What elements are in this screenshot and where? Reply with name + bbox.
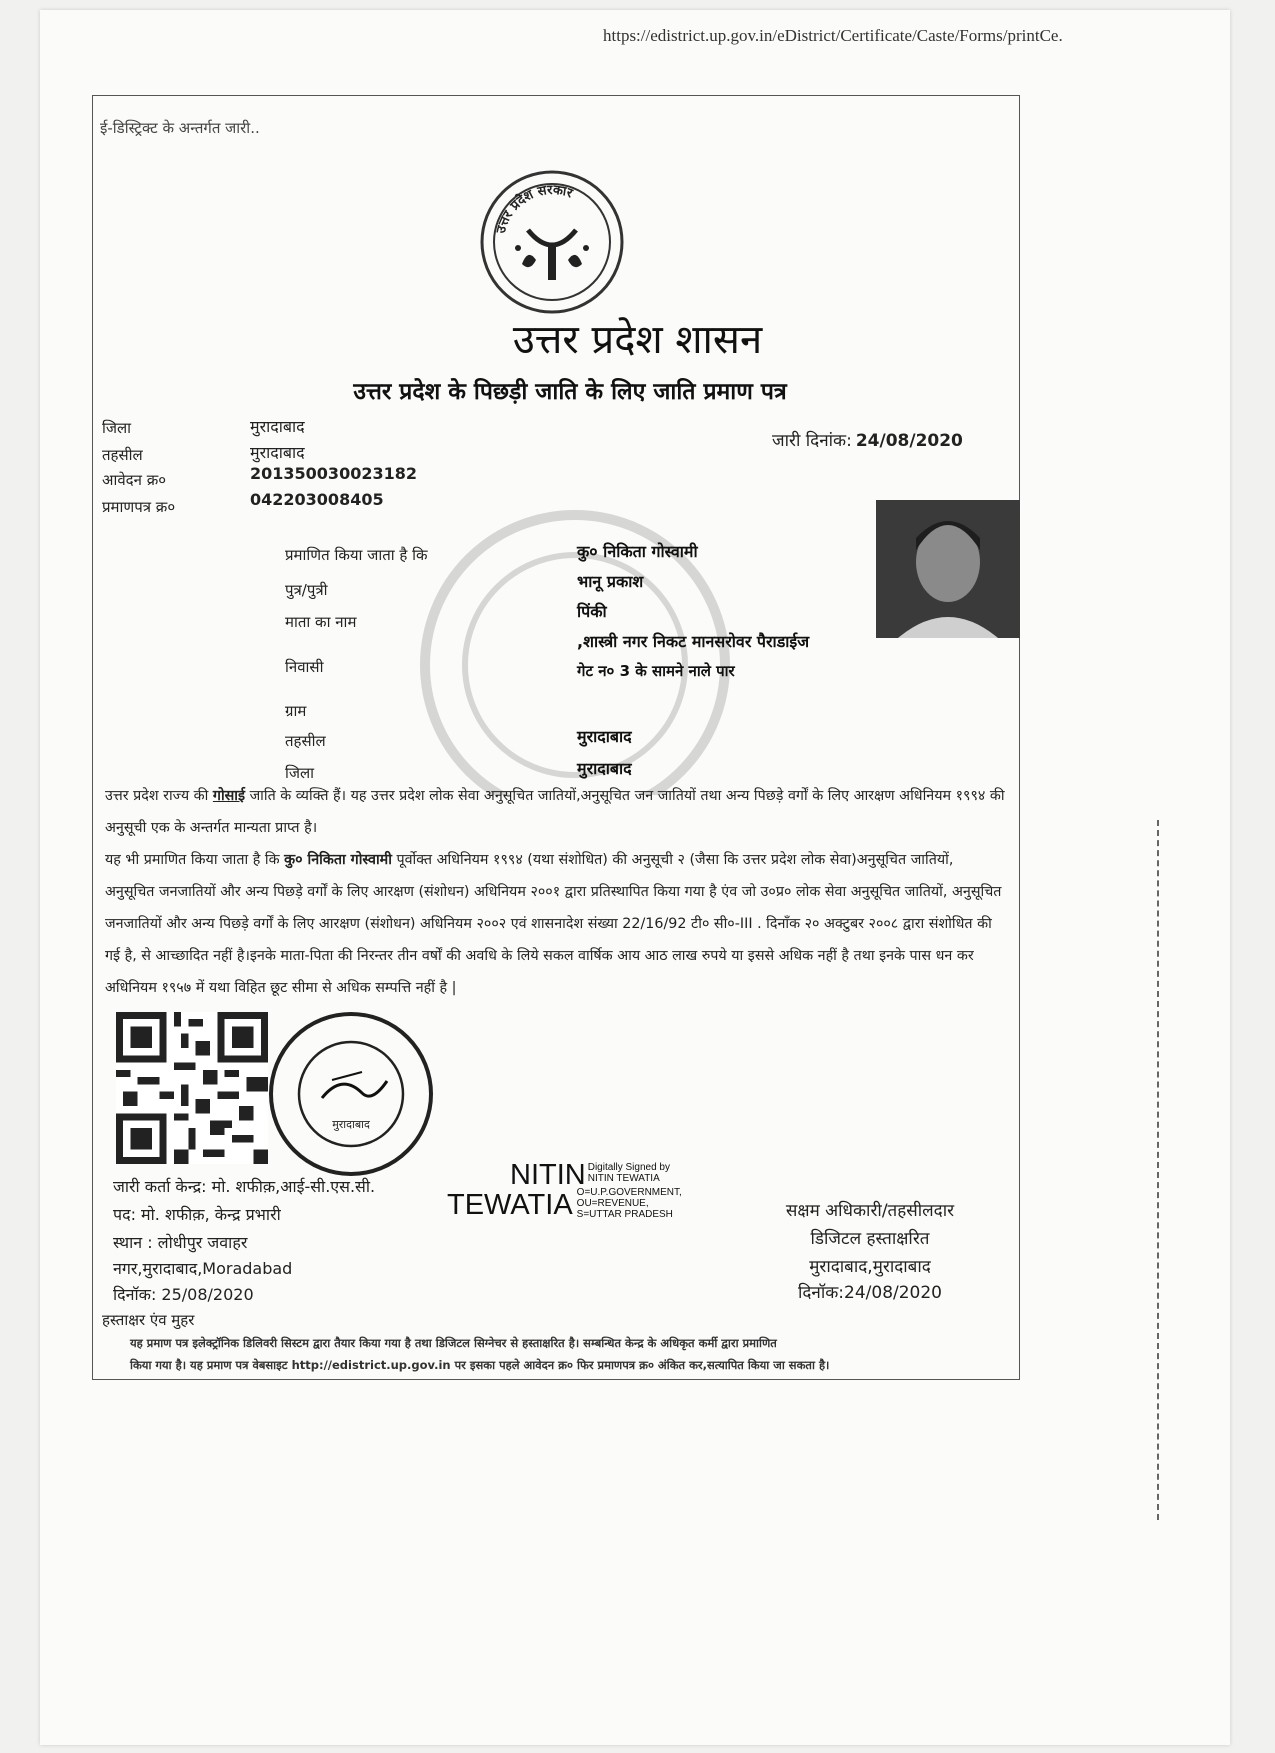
footer-line-2: किया गया है। यह प्रमाण पत्र वेबसाइट http://edistrict.up.gov.in पर इसका पहले आवेदन क्र० फिर प्रमाणपत्र क्र० अंकित कर,सत्यापित किया जा सकता है। [130,1358,830,1372]
stamp-center-text: मुरादाबाद [332,1118,370,1131]
issue-date-value: 24/08/2020 [855,431,963,451]
field-tehsil-value: मुरादाबाद [577,727,632,746]
signer-first-name: NITIN [510,1159,586,1191]
caste-name: गोसाई [212,788,246,804]
certified-label: प्रमाणित किया जाता है कि [285,546,428,564]
field-tehsil-label: तहसील [285,732,326,750]
footer-line-1: यह प्रमाण पत्र इलेक्ट्रॉनिक डिलिवरी सिस्टम द्वारा तैयार किया गया है तथा डिजिटल सिग्नेचर से हस्ताक्षरित है। सम्बन्धित केन्द्र के अधिकृत कर्मी द्वारा प्रमाणित [130,1336,777,1350]
applicant-name: कु० निकिता गोस्वामी [577,542,698,561]
officer-date: दिनॉक:24/08/2020 [797,1283,943,1303]
body-p1-start: उत्तर प्रदेश राज्य की [105,788,213,804]
district-label: जिला [102,419,132,437]
verification-footer [130,1332,1010,1376]
certificate-number: 042203008405 [250,490,384,509]
body-p1-end: जाति के व्यक्ति हैं। यह उत्तर प्रदेश लोक सेवा अनुसूचित जातियों,अनुसूचित जन जातियों तथा अन्य पिछड़े वर्गों के लिए आरक्षण अधिनियम १९९४ की अनुसूची एक के अन्तर्गत मान्यता प्राप्त है। [105,788,1005,836]
issued-under-text: ई-डिस्ट्रिक्ट के अन्तर्गत जारी.. [100,119,260,137]
office-stamp [262,1008,440,1180]
application-number: 201350030023182 [250,464,417,483]
up-state-emblem [478,168,626,316]
resident-address-line2: गेट न० 3 के सामने नाले पार [577,662,735,680]
application-label: आवेदन क्र० [102,471,167,489]
child-of-label: पुत्र/पुत्री [285,581,328,599]
issuer-place-1: स्थान : लोधीपुर जवाहर [113,1233,248,1252]
issuer-date: दिनॉक: 25/08/2020 [113,1285,254,1304]
issue-date [772,428,963,451]
sig-line-3: O=U.P.GOVERNMENT, [576,1187,682,1198]
page-url: https://edistrict.up.gov.in/eDistrict/Certificate/Caste/Forms/printCe. [603,26,1063,45]
officer-digitally-signed: डिजिटल हस्ताक्षरित [810,1229,930,1249]
body-p2-start: यह भी प्रमाणित किया जाता है कि [105,852,285,868]
tehsil-value: मुरादाबाद [250,443,305,462]
resident-address-line1: ,शास्त्री नगर निकट मानसरोवर पैराडाईज [577,632,810,651]
officer-title: सक्षम अधिकारी/तहसीलदार [785,1201,955,1221]
issuer-center: जारी कर्ता केन्द्र: मो. शफीक़,आई-सी.एस.सी. [113,1177,376,1196]
field-district-label: जिला [285,764,315,782]
sig-line-2: NITIN TEWATIA [587,1173,660,1184]
tehsil-label: तहसील [102,446,143,464]
body-p2-name: कु० निकिता गोस्वामी [284,852,392,868]
village-label: ग्राम [285,702,307,720]
verification-qr-code [116,1012,268,1164]
sig-line-5: S=UTTAR PRADESH [576,1209,673,1220]
district-value: मुरादाबाद [250,417,305,436]
mother-name-label: माता का नाम [285,613,357,631]
mother-name: पिंकी [577,602,607,621]
paper-fold-line [1157,820,1161,1520]
sig-line-1: Digitally Signed by [587,1162,670,1173]
certificate-number-label: प्रमाणपत्र क्र० [102,498,176,516]
digital-signature [447,1160,682,1220]
signer-last-name: TEWATIA [447,1189,573,1221]
applicant-photo [876,500,1020,638]
field-district-value: मुरादाबाद [577,759,632,778]
resident-label: निवासी [285,658,324,676]
father-name: भानू प्रकाश [577,572,644,591]
body-p2-end: पूर्वोक्त अधिनियम १९९४ (यथा संशोधित) की अनुसूची २ (जैसा कि उत्तर प्रदेश लोक सेवा)अनुसूचित जातियों, अनुसूचित जनजातियों और अन्य पिछड़े वर्गों के लिए आरक्षण (संशोधन) अधिनियम २००१ द्वारा प्रतिस्थापित किया गया है एंव जो उ०प्र० लोक सेवा अनुसूचित जातियों, अनुसूचित जनजातियों और अन्य पिछड़े वर्गों के लिए आरक्षण (संशोधन) अधिनियम २००२ एवं शासनादेश संख्या 22/16/92 टी० सी०-III . दिनाँक २० अक्टुबर २००८ द्वारा संशोधित की गई है, से आच्छादित नहीं है।इनके माता-पिता की निरन्तर तीन वर्षों की अवधि के लिये सकल वार्षिक आय आठ लाख रुपये या इससे अधिक नहीं है तथा इनके पास धन कर अधिनियम १९५७ में यथा विहित छूट सीमा से अधिक सम्पत्ति नहीं है | [105,852,1002,996]
issuer-place-2: नगर,मुरादाबाद,Moradabad [113,1259,293,1278]
issue-date-label: जारी दिनांक: [772,431,852,451]
issuer-post: पद: मो. शफीक़, केन्द्र प्रभारी [113,1205,281,1224]
sig-line-4: OU=REVENUE, [576,1198,649,1209]
certificate-title: उत्तर प्रदेश के पिछड़ी जाति के लिए जाति प्रमाण पत्र [353,379,787,405]
certificate-body [105,780,1005,1004]
officer-place: मुरादाबाद,मुरादाबाद [809,1257,931,1277]
signature-and-seal-label: हस्ताक्षर एंव मुहर [102,1311,195,1329]
emblem-text: उत्तर प्रदेश सरकार [493,182,575,235]
government-title: उत्तर प्रदेश शासन [512,317,763,363]
